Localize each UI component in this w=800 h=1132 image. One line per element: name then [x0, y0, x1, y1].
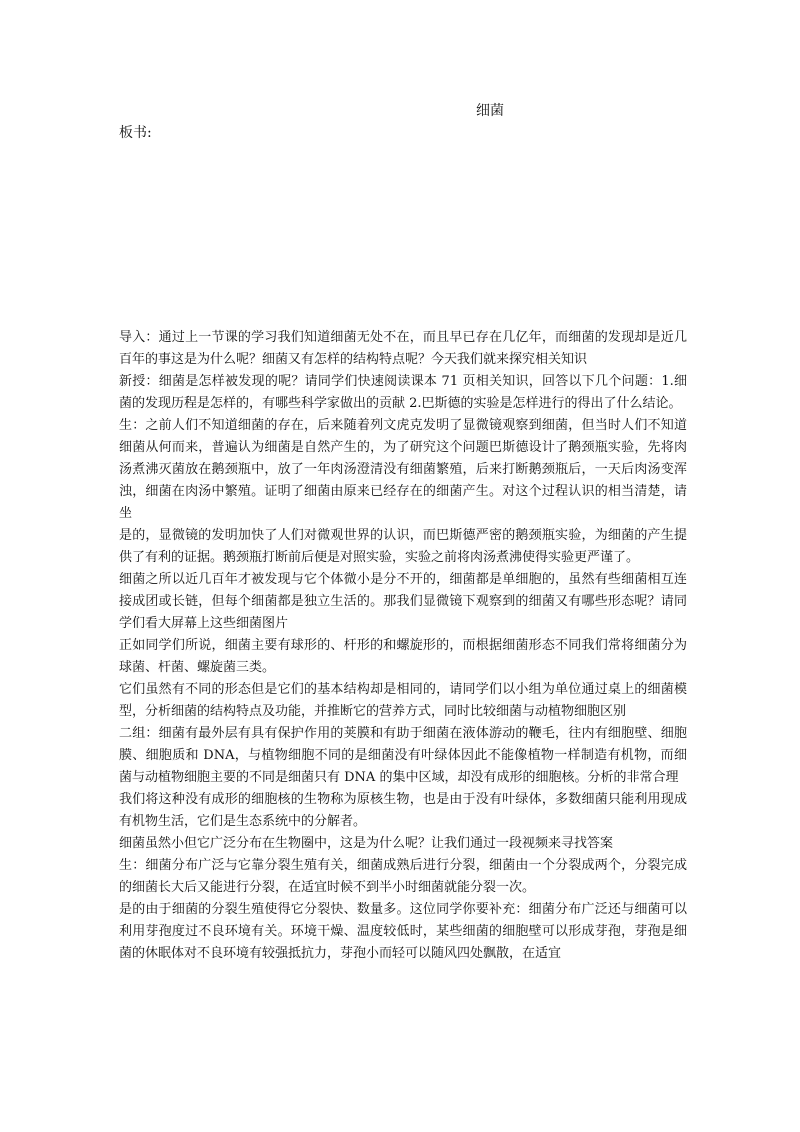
document-title: 细菌 — [476, 103, 504, 119]
paragraph-bacteria-shapes: 正如同学们所说，细菌主要有球形的、杆形的和螺旋形的，而根据细菌形态不同我们常将细菌分为球菌、杆菌、螺旋菌三类。 — [119, 638, 687, 675]
paragraph-teacher-summary: 是的，显微镜的发明加快了人们对微观世界的认识，而巴斯德严密的鹅颈瓶实验，为细菌的产生提供了有利的证据。鹅颈瓶打断前后便是对照实验，实验之前将肉汤煮沸使得实验更严谨了。 — [119, 528, 687, 565]
paragraph-fission: 生：细菌分布广泛与它靠分裂生殖有关，细菌成熟后进行分裂，细菌由一个分裂成两个，分裂完成的细菌长大后又能进行分裂，在适宜时候不到半小时细菌就能分裂一次。 — [119, 858, 687, 895]
paragraph-bacteria-size: 细菌之所以近几百年才被发现与它个体微小是分不开的，细菌都是单细胞的，虽然有些细菌相互连接成团或长链，但每个细菌都是独立生活的。那我们显微镜下观察到的细菌又有哪些形态呢？请同学们看大屏幕上这些细菌图片 — [119, 572, 687, 631]
paragraph-distribution-question: 细菌虽然小但它广泛分布在生物圈中，这是为什么呢？让我们通过一段视频来寻找答案 — [119, 836, 614, 851]
paragraph-prokaryote: 我们将这种没有成形的细胞核的生物称为原核生物，也是由于没有叶绿体，多数细菌只能利用现成有机物生活，它们是生态系统中的分解者。 — [119, 792, 687, 829]
lesson-body — [119, 327, 687, 965]
paragraph-new-lesson: 新授：细菌是怎样被发现的呢？请同学们快速阅读课本 71 页相关知识，回答以下几个问题：1.细菌的发现历程是怎样的，有哪些科学家做出的贡献 2.巴斯德的实验是怎样进行的得出了什么结论。 — [119, 374, 687, 411]
paragraph-intro: 导入：通过上一节课的学习我们知道细菌无处不在，而且早已存在几亿年，而细菌的发现却是近几百年的事这是为什么呢？细菌又有怎样的结构特点呢？今天我们就来探究相关知识 — [119, 330, 687, 367]
paragraph-spores: 是的由于细菌的分裂生殖使得它分裂快、数量多。这位同学你要补充：细菌分布广泛还与细菌可以利用芽孢度过不良环境有关。环境干燥、温度较低时，某些细菌的细胞壁可以形成芽孢，芽孢是细菌的休眠体对不良环境有较强抵抗力，芽孢小而轻可以随风四处飘散，在适宜 — [119, 902, 687, 961]
paragraph-student-answer: 生：之前人们不知道细菌的存在，后来随着列文虎克发明了显微镜观察到细菌，但当时人们不知道细菌从何而来，普遍认为细菌是自然产生的，为了研究这个问题巴斯德设计了鹅颈瓶实验，先将肉汤煮沸灭菌放在鹅颈瓶中，放了一年肉汤澄清没有细菌繁殖，后来打断鹅颈瓶后，一天后肉汤变浑浊，细菌在肉汤中繁殖。证明了细菌由原来已经存在的细菌产生。对这个过程认识的相当清楚，请坐 — [119, 418, 687, 521]
paragraph-group-two: 二组：细菌有最外层有具有保护作用的荚膜和有助于细菌在液体游动的鞭毛，往内有细胞壁、细胞膜、细胞质和 DNA，与植物细胞不同的是细菌没有叶绿体因此不能像植物一样制造有机物，而细菌与动植物细胞主要的不同是细菌只有 DNA 的集中区域，却没有成形的细胞核。分析的非常合理 — [119, 726, 687, 785]
board-notes-label: 板书: — [119, 125, 152, 141]
paragraph-structure-task: 它们虽然有不同的形态但是它们的基本结构却是相同的，请同学们以小组为单位通过桌上的细菌模型，分析细菌的结构特点及功能，并推断它的营养方式，同时比较细菌与动植物细胞区别 — [119, 682, 687, 719]
